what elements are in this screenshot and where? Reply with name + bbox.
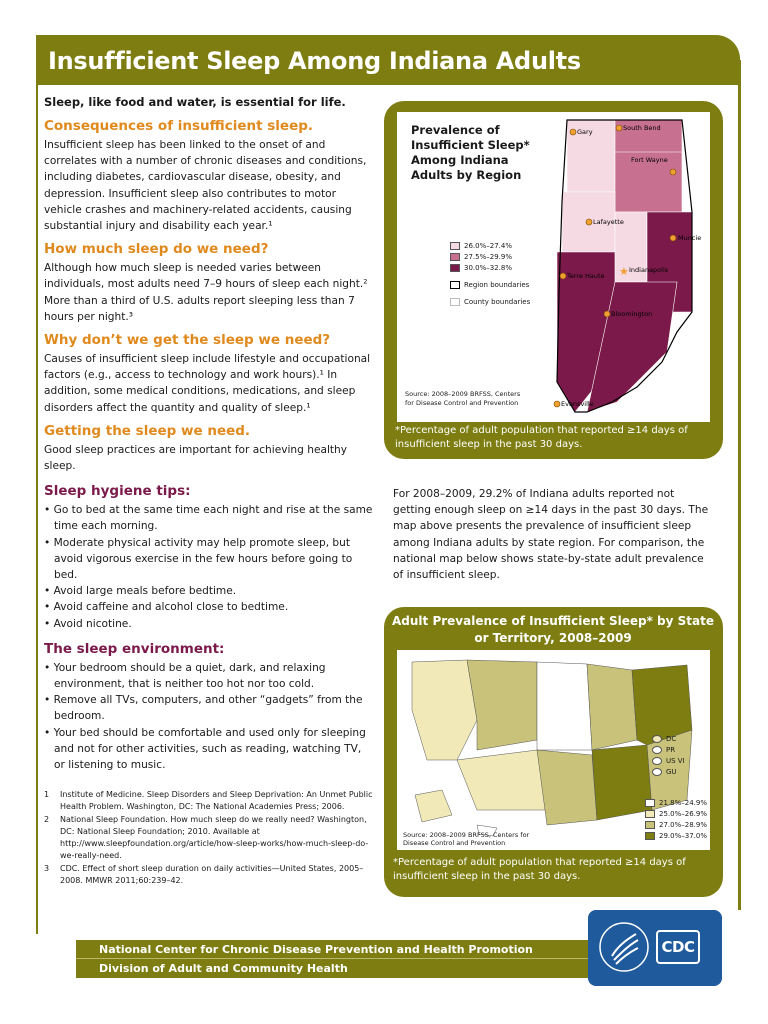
city-marker — [670, 169, 676, 175]
left-column — [44, 94, 374, 888]
list-item: • Avoid caffeine and alcohol close to bedtime. — [44, 599, 374, 615]
frame-left-border — [36, 84, 38, 934]
legend-row — [450, 251, 530, 262]
legend-label: 29.0%–37.0% — [659, 831, 707, 840]
consequences-heading: Consequences of insufficient sleep. — [44, 118, 314, 134]
us-map-legend — [645, 797, 707, 841]
legend-label: 21.8%–24.9% — [659, 798, 707, 807]
city-marker — [554, 401, 560, 407]
region-plains — [537, 662, 592, 750]
region-southwest — [457, 750, 547, 810]
territory-legend — [652, 733, 685, 777]
territory-label: DC — [666, 734, 677, 743]
legend-swatch — [652, 757, 662, 765]
legend-label: 25.0%–26.9% — [659, 809, 707, 818]
city-marker — [670, 235, 676, 241]
environment-heading: The sleep environment: — [44, 640, 225, 657]
legend-swatch — [450, 298, 460, 306]
legend-row — [645, 830, 707, 841]
list-item: • Avoid large meals before bedtime. — [44, 583, 374, 599]
legend-swatch — [450, 264, 460, 272]
reference-text: Institute of Medicine. Sleep Disorders and Sleep Deprivation: An Unmet Public Health Problem. Washington, DC: The National Academies Press; 2006. — [60, 790, 373, 812]
legend-row — [450, 296, 530, 307]
list-item: • Go to bed at the same time each night and rise at the same time each morning. — [44, 502, 374, 534]
city-label: Evansville — [561, 400, 594, 408]
legend-label: 30.0%–32.8% — [464, 263, 512, 272]
how-much-text: Although how much sleep is needed varies between individuals, most adults need 7–9 hours of sleep each night.² More than a third of U.S. adults report sleeping less than 7 hours per night.³ — [44, 262, 368, 323]
territory-label: GU — [666, 767, 677, 776]
indiana-map-legend — [450, 240, 530, 307]
city-label: Bloomington — [611, 310, 653, 318]
hygiene-heading: Sleep hygiene tips: — [44, 483, 191, 500]
city-marker — [586, 219, 592, 225]
legend-swatch — [645, 799, 655, 807]
getting-text: Good sleep practices are important for achieving healthy sleep. — [44, 443, 348, 473]
list-item: • Your bed should be comfortable and used only for sleeping and not for other activities, such as reading, watching TV, or listening to music. — [44, 725, 374, 774]
footer-division-name: Division of Adult and Community Health — [99, 962, 348, 975]
region-mountain — [467, 660, 537, 750]
city-marker — [616, 125, 622, 131]
reference-number: 3 — [44, 864, 50, 874]
legend-label: Region boundaries — [464, 280, 530, 289]
region-south — [592, 745, 652, 820]
city-marker — [560, 273, 566, 279]
legend-row — [652, 766, 685, 777]
list-item: • Remove all TVs, computers, and other “gadgets” from the bedroom. — [44, 692, 374, 724]
legend-swatch — [652, 735, 662, 743]
reference-item — [44, 863, 374, 887]
us-map-caption: *Percentage of adult population that reported ≥14 days of insufficient sleep in the past 30 days. — [393, 857, 686, 882]
legend-row — [645, 808, 707, 819]
territory-label: US VI — [666, 756, 685, 765]
legend-row — [450, 262, 530, 273]
environment-list — [44, 660, 374, 773]
city-label: Indianapolis — [629, 266, 669, 274]
consequences-text: Insufficient sleep has been linked to the onset of and correlates with a number of chronic diseases and conditions, including diabetes, cardiovascular disease, obesity, and depression. Insufficient sleep also contributes to motor vehicle crashes and machinery-related accidents, causing substantial injury and disability each year.¹ — [44, 139, 367, 233]
legend-row — [645, 797, 707, 808]
legend-row — [645, 819, 707, 830]
legend-row — [652, 755, 685, 766]
list-item: • Avoid nicotine. — [44, 616, 374, 632]
city-label: Fort Wayne — [631, 156, 668, 164]
city-marker — [570, 129, 576, 135]
legend-label: 27.5%–29.9% — [464, 252, 512, 261]
legend-row — [450, 240, 530, 251]
reference-number: 2 — [44, 815, 50, 825]
legend-row — [652, 744, 685, 755]
us-map-title: Adult Prevalence of Insufficient Sleep* by State or Territory, 2008–2009 — [392, 614, 715, 645]
frame-right-border — [738, 60, 741, 910]
region-texas — [537, 750, 597, 825]
hygiene-list — [44, 502, 374, 632]
indiana-map-caption: *Percentage of adult population that reported ≥14 days of insufficient sleep in the past 30 days. — [395, 425, 688, 450]
legend-label: County boundaries — [464, 297, 531, 306]
city-label: Gary — [577, 128, 593, 136]
intro-text: Sleep, like food and water, is essential for life. — [44, 95, 346, 109]
reference-text: CDC. Effect of short sleep duration on daily activities—United States, 2005–2008. MMWR 2011;60:239–42. — [60, 864, 364, 886]
indiana-map-title: Prevalence of Insufficient Sleep* Among Indiana Adults by Region — [411, 123, 530, 182]
legend-swatch — [652, 746, 662, 754]
region-west — [412, 660, 477, 760]
list-item: • Your bedroom should be a quiet, dark, and relaxing environment, that is neither too hot nor too cold. — [44, 660, 374, 692]
legend-swatch — [450, 242, 460, 250]
region-alaska — [415, 790, 452, 822]
city-marker — [604, 311, 610, 317]
territory-label: PR — [666, 745, 676, 754]
reference-item — [44, 814, 374, 862]
legend-swatch — [450, 281, 460, 289]
list-item: • Moderate physical activity may help promote sleep, but avoid vigorous exercise in the few hours before going to bed. — [44, 535, 374, 584]
how-much-heading: How much sleep do we need? — [44, 241, 269, 258]
indiana-map-source: Source: 2008–2009 BRFSS, Centers for Disease Control and Prevention — [405, 390, 521, 407]
us-map-source: Source: 2008–2009 BRFSS, Centers for Disease Control and Prevention — [403, 831, 530, 847]
city-label: Terre Haute — [567, 272, 605, 280]
why-not-text: Causes of insufficient sleep include lifestyle and occupational factors (e.g., access to technology and work hours).¹ In addition, some medical conditions, medications, and sleep disorders affect the quantity and quality of sleep.¹ — [44, 353, 371, 414]
reference-item — [44, 789, 374, 813]
city-label: Lafayette — [593, 218, 624, 226]
hhs-seal-icon — [596, 916, 652, 978]
indianapolis-star: ★ — [619, 265, 629, 278]
legend-row — [450, 279, 530, 290]
why-not-heading: Why don’t we get the sleep we need? — [44, 332, 331, 349]
city-label: South Bend — [623, 124, 661, 132]
legend-label: 26.0%–27.4% — [464, 241, 512, 250]
legend-swatch — [450, 253, 460, 261]
page-title: Insufficient Sleep Among Indiana Adults — [48, 47, 581, 75]
legend-swatch — [652, 768, 662, 776]
legend-label: 27.0%–28.9% — [659, 820, 707, 829]
footer-center-name: National Center for Chronic Disease Prevention and Health Promotion — [99, 943, 533, 956]
legend-row — [652, 733, 685, 744]
region-midwest — [587, 664, 637, 750]
references — [44, 789, 374, 887]
city-label: Muncie — [678, 234, 702, 242]
cdc-logo: CDC — [656, 930, 700, 964]
getting-heading: Getting the sleep we need. — [44, 422, 251, 439]
summary-paragraph: For 2008–2009, 29.2% of Indiana adults reported not getting enough sleep on ≥14 days in the past 30 days. The map above presents the prevalence of insufficient sleep among Indiana adults by state region. For comparison, the national map below shows state-by-state adult prevalence of insufficient sleep. — [393, 488, 709, 582]
legend-swatch — [645, 821, 655, 829]
legend-swatch — [645, 810, 655, 818]
reference-text: National Sleep Foundation. How much sleep do we really need? Washington, DC: National Sleep Foundation; 2010. Available at http://www.sleepfoundation.org/article/how-sleep-works/how-much-sleep-do-we-really-need. — [60, 815, 369, 861]
reference-number: 1 — [44, 790, 50, 800]
legend-swatch — [645, 832, 655, 840]
